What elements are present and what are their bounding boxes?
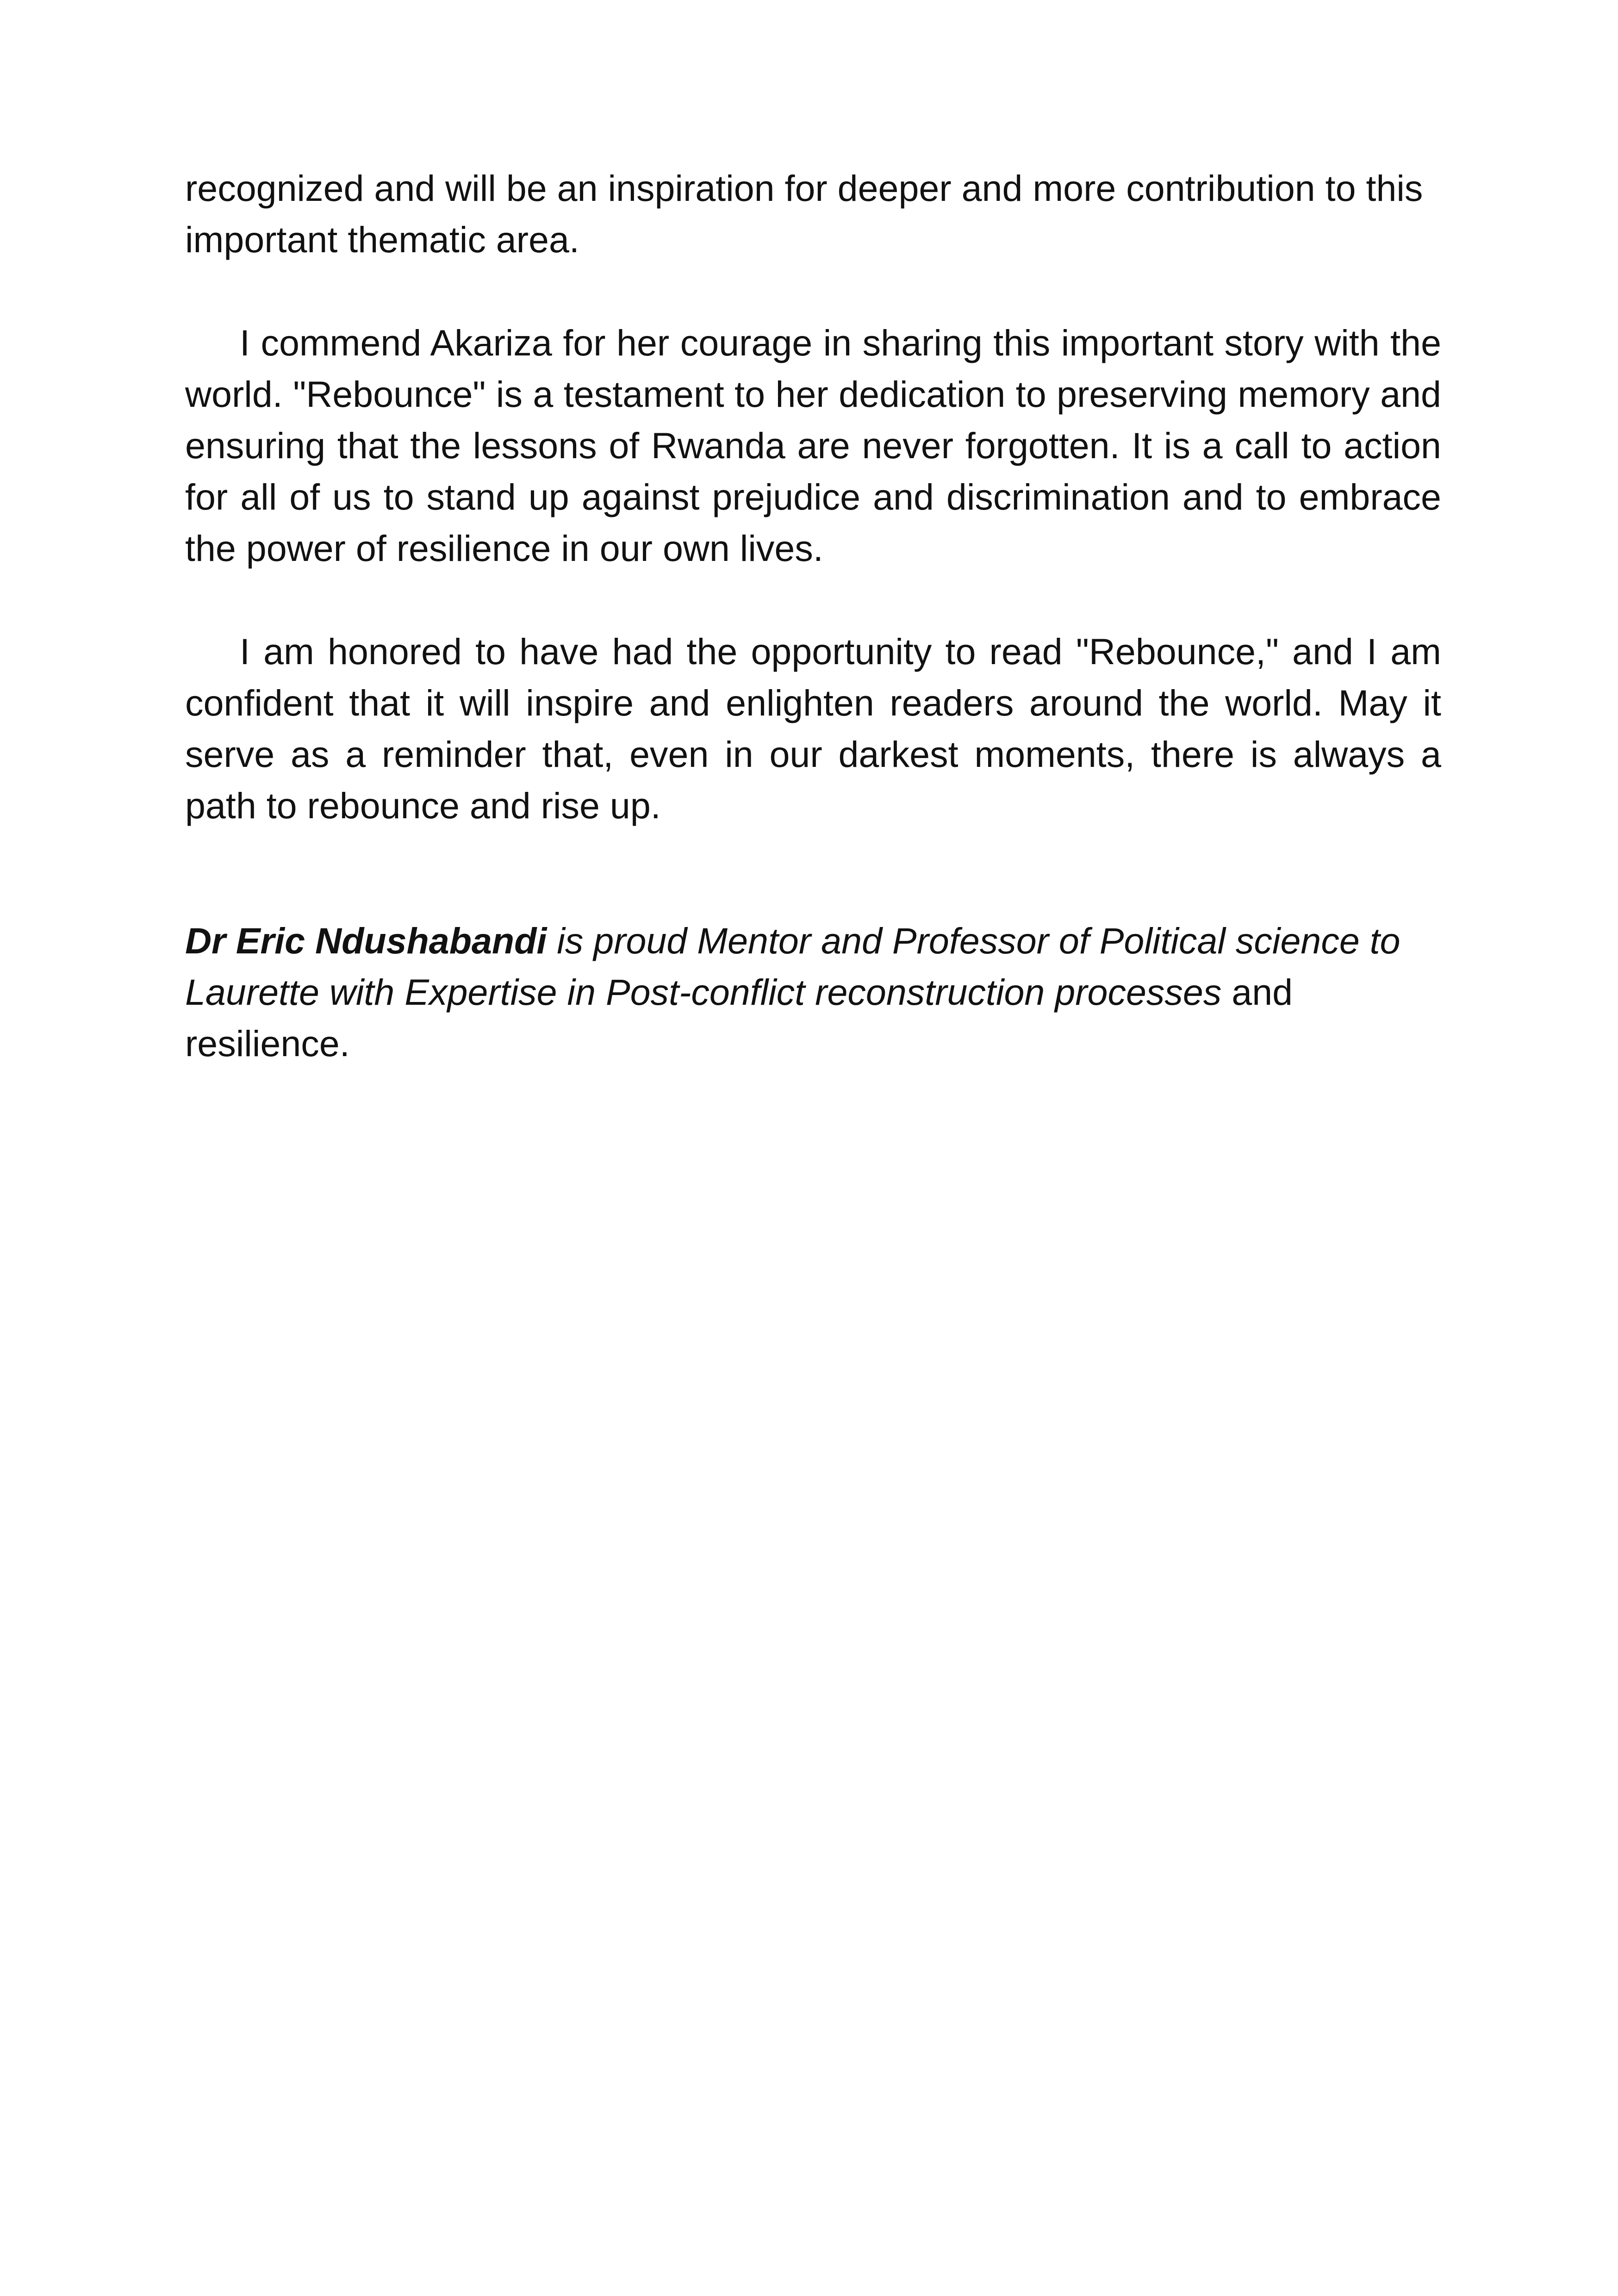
author-signature bbox=[185, 915, 1441, 1069]
paragraph-commendation: I commend Akariza for her courage in sharing this important story with the world. "Rebounce" is a testament to her dedication to preserving memory and ensuring that the lessons of Rwanda are never forgotten. It is a call to action for all of us to stand up against prejudice and discrimination and to embrace the power of resilience in our own lives. bbox=[185, 322, 1441, 569]
author-description-plain: and resilience. bbox=[185, 971, 1293, 1064]
paragraph-continuation: recognized and will be an inspiration for deeper and more contribution to this important thematic area. bbox=[185, 168, 1423, 260]
author-description-italic: is proud Mentor and Professor of Political science to Laurette with Expertise in Post-conflict reconstruction processes bbox=[185, 920, 1400, 1013]
paragraph-closing: I am honored to have had the opportunity to read "Rebounce," and I am confident that it will inspire and enlighten readers around the world. May it serve as a reminder that, even in our darkest moments, there is always a path to rebounce and rise up. bbox=[185, 631, 1441, 826]
author-name: Dr Eric Ndushabandi bbox=[185, 920, 547, 961]
